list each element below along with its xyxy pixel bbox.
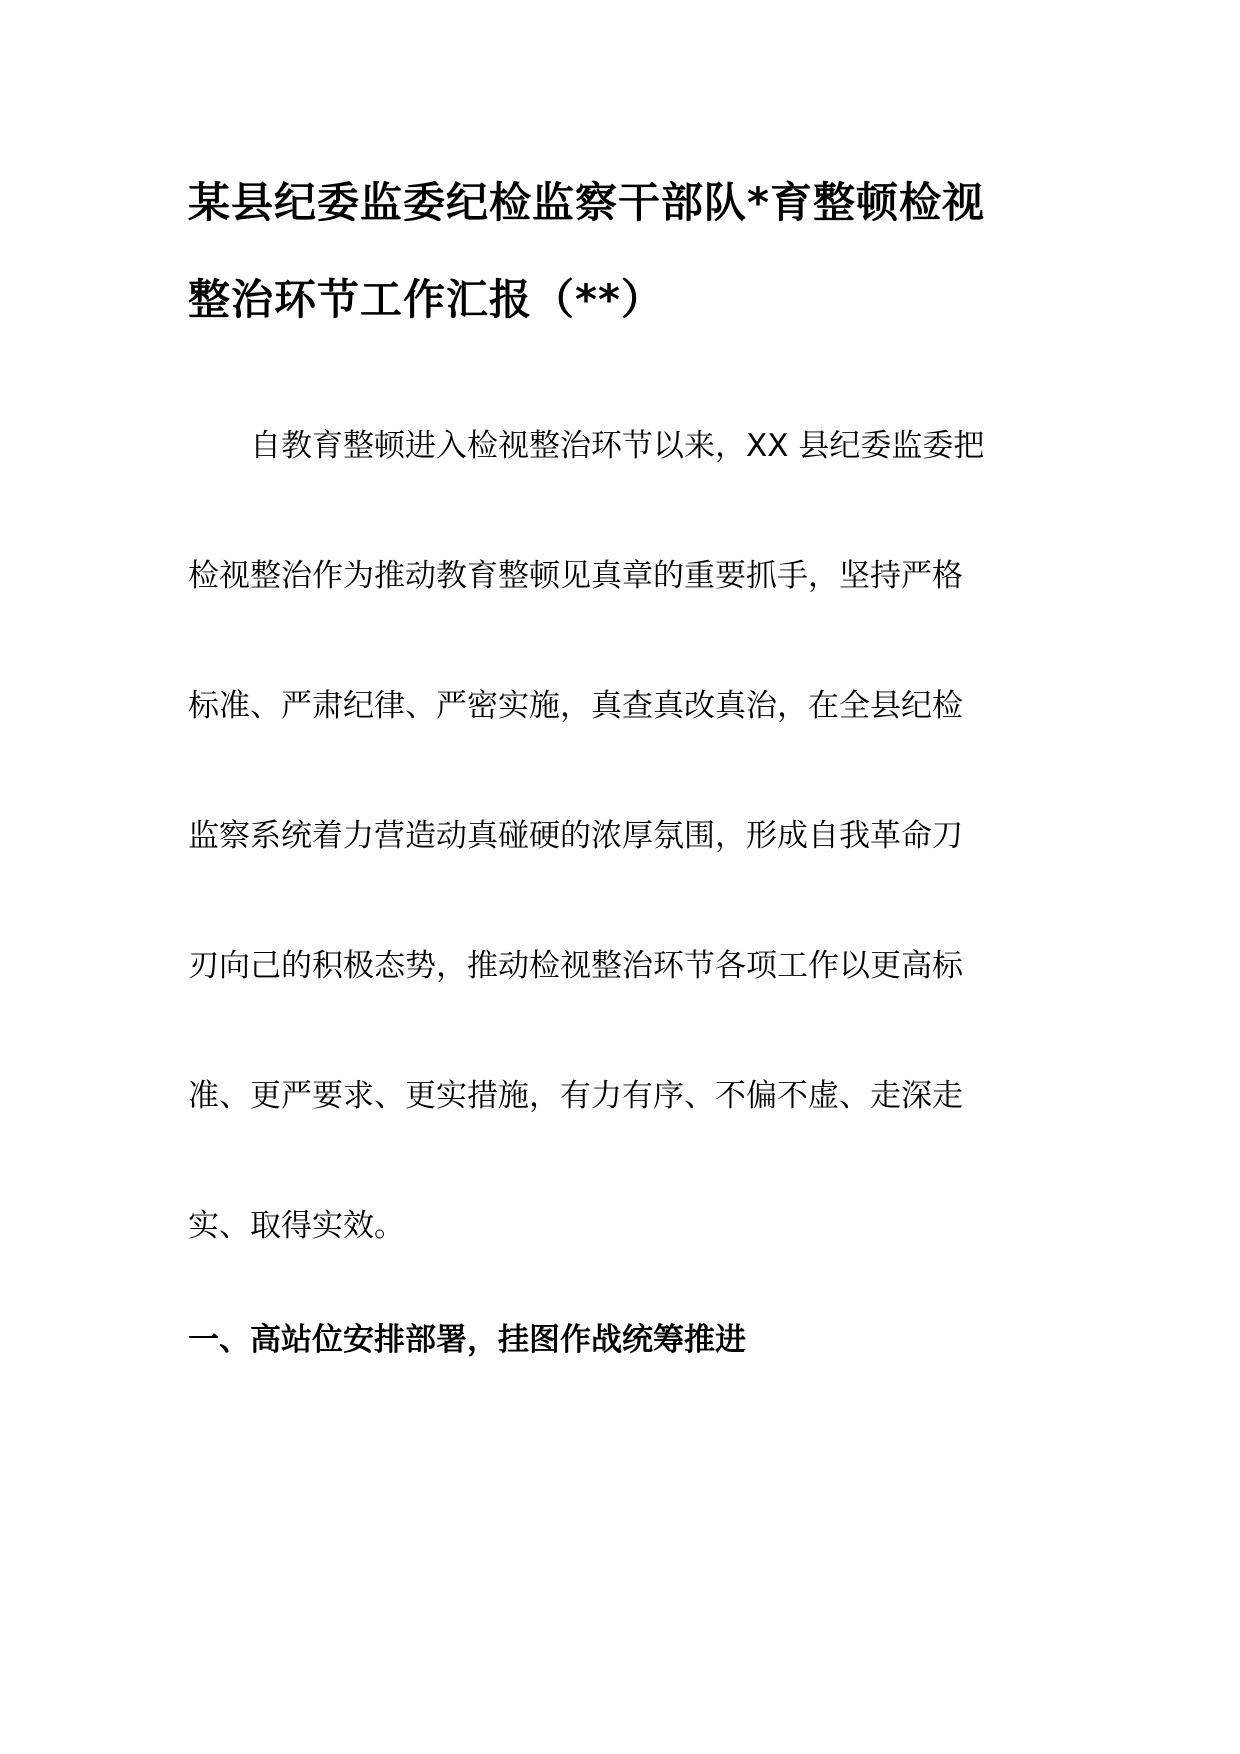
section-heading: 一、高站位安排部署，挂图作战统筹推进 [188, 1322, 746, 1358]
paragraph-line-7: 实、取得实效。 [188, 1208, 405, 1244]
paragraph-line-6: 准、更严要求、更实措施，有力有序、不偏不虚、走深走 [188, 1078, 963, 1114]
paragraph-line-2: 检视整治作为推动教育整顿见真章的重要抓手，坚持严格 [188, 558, 963, 594]
paragraph-line-1: 自教育整顿进入检视整治环节以来，XX 县纪委监委把 [188, 428, 985, 464]
paragraph-line-5: 刃向己的积极态势，推动检视整治环节各项工作以更高标 [188, 948, 963, 984]
document-title-line-1: 某县纪委监委纪检监察干部队*育整顿检视 [188, 178, 985, 227]
paragraph-line-4: 监察系统着力营造动真碰硬的浓厚氛围，形成自我革命刀 [188, 818, 963, 854]
document-title-line-2: 整治环节工作汇报（**） [188, 275, 664, 324]
paragraph-line-3: 标准、严肃纪律、严密实施，真查真改真治，在全县纪检 [188, 688, 963, 724]
